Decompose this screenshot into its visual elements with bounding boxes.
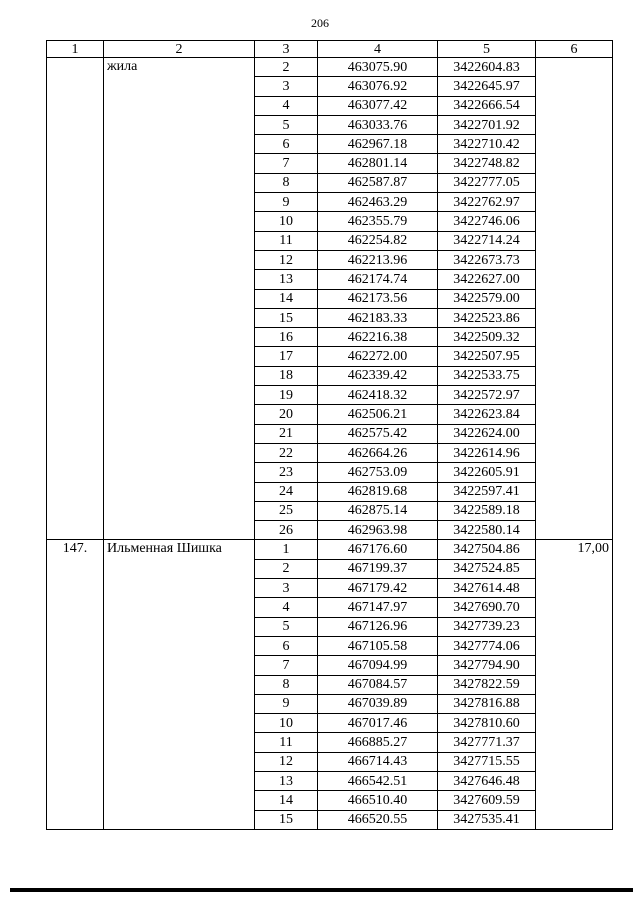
coord-y-cell: 3422746.06 xyxy=(438,212,536,231)
coord-x-cell: 462963.98 xyxy=(318,521,438,540)
header-col-1: 1 xyxy=(47,41,104,58)
point-number-cell: 9 xyxy=(255,193,318,212)
point-number-cell: 18 xyxy=(255,366,318,385)
coord-x-cell: 462355.79 xyxy=(318,212,438,231)
point-number-cell: 5 xyxy=(255,115,318,134)
coord-y-cell: 3422777.05 xyxy=(438,173,536,192)
point-number-cell: 7 xyxy=(255,154,318,173)
coord-x-cell: 462875.14 xyxy=(318,501,438,520)
point-number-cell: 12 xyxy=(255,250,318,269)
coord-y-cell: 3427609.59 xyxy=(438,791,536,810)
header-col-6: 6 xyxy=(536,41,613,58)
coord-x-cell: 467094.99 xyxy=(318,656,438,675)
point-number-cell: 25 xyxy=(255,501,318,520)
object-name-cell: жила xyxy=(104,58,255,540)
coord-y-cell: 3422710.42 xyxy=(438,135,536,154)
point-number-cell: 19 xyxy=(255,386,318,405)
coord-x-cell: 462173.56 xyxy=(318,289,438,308)
point-number-cell: 11 xyxy=(255,231,318,250)
point-number-cell: 23 xyxy=(255,463,318,482)
coord-y-cell: 3427771.37 xyxy=(438,733,536,752)
header-col-2: 2 xyxy=(104,41,255,58)
point-number-cell: 4 xyxy=(255,598,318,617)
coord-x-cell: 467084.57 xyxy=(318,675,438,694)
coord-y-cell: 3422673.73 xyxy=(438,250,536,269)
coord-y-cell: 3422748.82 xyxy=(438,154,536,173)
coord-y-cell: 3427715.55 xyxy=(438,752,536,771)
point-number-cell: 6 xyxy=(255,135,318,154)
coord-x-cell: 462587.87 xyxy=(318,173,438,192)
coord-y-cell: 3427524.85 xyxy=(438,559,536,578)
coord-x-cell: 462664.26 xyxy=(318,443,438,462)
point-number-cell: 3 xyxy=(255,579,318,598)
coord-x-cell: 466510.40 xyxy=(318,791,438,810)
point-number-cell: 2 xyxy=(255,58,318,77)
coord-x-cell: 467176.60 xyxy=(318,540,438,559)
point-number-cell: 10 xyxy=(255,212,318,231)
coord-y-cell: 3422624.00 xyxy=(438,424,536,443)
coord-y-cell: 3427504.86 xyxy=(438,540,536,559)
point-number-cell: 15 xyxy=(255,308,318,327)
coord-y-cell: 3427646.48 xyxy=(438,771,536,790)
coord-x-cell: 462418.32 xyxy=(318,386,438,405)
coord-x-cell: 462213.96 xyxy=(318,250,438,269)
coord-x-cell: 463033.76 xyxy=(318,115,438,134)
coord-y-cell: 3427816.88 xyxy=(438,694,536,713)
point-number-cell: 20 xyxy=(255,405,318,424)
area-cell xyxy=(536,58,613,540)
point-number-cell: 26 xyxy=(255,521,318,540)
coord-y-cell: 3422623.84 xyxy=(438,405,536,424)
header-col-3: 3 xyxy=(255,41,318,58)
coord-x-cell: 462967.18 xyxy=(318,135,438,154)
point-number-cell: 15 xyxy=(255,810,318,829)
point-number-cell: 12 xyxy=(255,752,318,771)
coord-y-cell: 3422645.97 xyxy=(438,77,536,96)
point-number-cell: 5 xyxy=(255,617,318,636)
point-number-cell: 11 xyxy=(255,733,318,752)
point-number-cell: 13 xyxy=(255,771,318,790)
coord-x-cell: 462174.74 xyxy=(318,270,438,289)
header-col-4: 4 xyxy=(318,41,438,58)
coord-x-cell: 462506.21 xyxy=(318,405,438,424)
coord-x-cell: 467126.96 xyxy=(318,617,438,636)
point-number-cell: 21 xyxy=(255,424,318,443)
coord-y-cell: 3427614.48 xyxy=(438,579,536,598)
coord-x-cell: 463075.90 xyxy=(318,58,438,77)
point-number-cell: 6 xyxy=(255,636,318,655)
bottom-rule xyxy=(10,888,633,892)
coordinates-table-body xyxy=(47,41,613,830)
coord-y-cell: 3422597.41 xyxy=(438,482,536,501)
coord-x-cell: 462339.42 xyxy=(318,366,438,385)
coordinates-table xyxy=(46,40,613,830)
coord-x-cell: 467199.37 xyxy=(318,559,438,578)
coord-y-cell: 3427535.41 xyxy=(438,810,536,829)
coord-x-cell: 466885.27 xyxy=(318,733,438,752)
coord-y-cell: 3422701.92 xyxy=(438,115,536,134)
coord-y-cell: 3422627.00 xyxy=(438,270,536,289)
coord-y-cell: 3422762.97 xyxy=(438,193,536,212)
coord-x-cell: 462801.14 xyxy=(318,154,438,173)
point-number-cell: 13 xyxy=(255,270,318,289)
table-row xyxy=(47,58,613,77)
table-header-row xyxy=(47,41,613,58)
coord-y-cell: 3422666.54 xyxy=(438,96,536,115)
object-index-cell xyxy=(47,58,104,540)
point-number-cell: 4 xyxy=(255,96,318,115)
coord-y-cell: 3422614.96 xyxy=(438,443,536,462)
point-number-cell: 8 xyxy=(255,173,318,192)
coord-y-cell: 3427794.90 xyxy=(438,656,536,675)
coord-y-cell: 3427739.23 xyxy=(438,617,536,636)
point-number-cell: 2 xyxy=(255,559,318,578)
coord-y-cell: 3422507.95 xyxy=(438,347,536,366)
coord-x-cell: 463076.92 xyxy=(318,77,438,96)
point-number-cell: 10 xyxy=(255,714,318,733)
coord-y-cell: 3422533.75 xyxy=(438,366,536,385)
coord-x-cell: 467039.89 xyxy=(318,694,438,713)
coord-x-cell: 467017.46 xyxy=(318,714,438,733)
table-row xyxy=(47,540,613,559)
coord-x-cell: 462819.68 xyxy=(318,482,438,501)
coord-y-cell: 3427690.70 xyxy=(438,598,536,617)
coord-x-cell: 466520.55 xyxy=(318,810,438,829)
coord-x-cell: 466542.51 xyxy=(318,771,438,790)
header-col-5: 5 xyxy=(438,41,536,58)
coord-x-cell: 462575.42 xyxy=(318,424,438,443)
coord-x-cell: 462183.33 xyxy=(318,308,438,327)
point-number-cell: 16 xyxy=(255,328,318,347)
coord-x-cell: 462216.38 xyxy=(318,328,438,347)
point-number-cell: 8 xyxy=(255,675,318,694)
point-number-cell: 14 xyxy=(255,289,318,308)
object-name-cell: Ильменная Шишка xyxy=(104,540,255,829)
coord-x-cell: 462254.82 xyxy=(318,231,438,250)
page-number: 206 xyxy=(311,16,329,30)
coord-x-cell: 462753.09 xyxy=(318,463,438,482)
coord-y-cell: 3422579.00 xyxy=(438,289,536,308)
point-number-cell: 24 xyxy=(255,482,318,501)
object-index-cell: 147. xyxy=(47,540,104,829)
coord-x-cell: 466714.43 xyxy=(318,752,438,771)
area-cell: 17,00 xyxy=(536,540,613,829)
point-number-cell: 1 xyxy=(255,540,318,559)
coord-y-cell: 3427774.06 xyxy=(438,636,536,655)
coord-x-cell: 467147.97 xyxy=(318,598,438,617)
point-number-cell: 3 xyxy=(255,77,318,96)
coord-y-cell: 3422509.32 xyxy=(438,328,536,347)
coord-x-cell: 467105.58 xyxy=(318,636,438,655)
coord-y-cell: 3422589.18 xyxy=(438,501,536,520)
point-number-cell: 7 xyxy=(255,656,318,675)
coord-x-cell: 462463.29 xyxy=(318,193,438,212)
point-number-cell: 17 xyxy=(255,347,318,366)
point-number-cell: 14 xyxy=(255,791,318,810)
point-number-cell: 22 xyxy=(255,443,318,462)
point-number-cell: 9 xyxy=(255,694,318,713)
coord-y-cell: 3422604.83 xyxy=(438,58,536,77)
coord-y-cell: 3427810.60 xyxy=(438,714,536,733)
coord-y-cell: 3422605.91 xyxy=(438,463,536,482)
coord-y-cell: 3422523.86 xyxy=(438,308,536,327)
coord-y-cell: 3422572.97 xyxy=(438,386,536,405)
coord-x-cell: 463077.42 xyxy=(318,96,438,115)
coord-x-cell: 462272.00 xyxy=(318,347,438,366)
coord-y-cell: 3422580.14 xyxy=(438,521,536,540)
coord-y-cell: 3427822.59 xyxy=(438,675,536,694)
coord-x-cell: 467179.42 xyxy=(318,579,438,598)
coord-y-cell: 3422714.24 xyxy=(438,231,536,250)
